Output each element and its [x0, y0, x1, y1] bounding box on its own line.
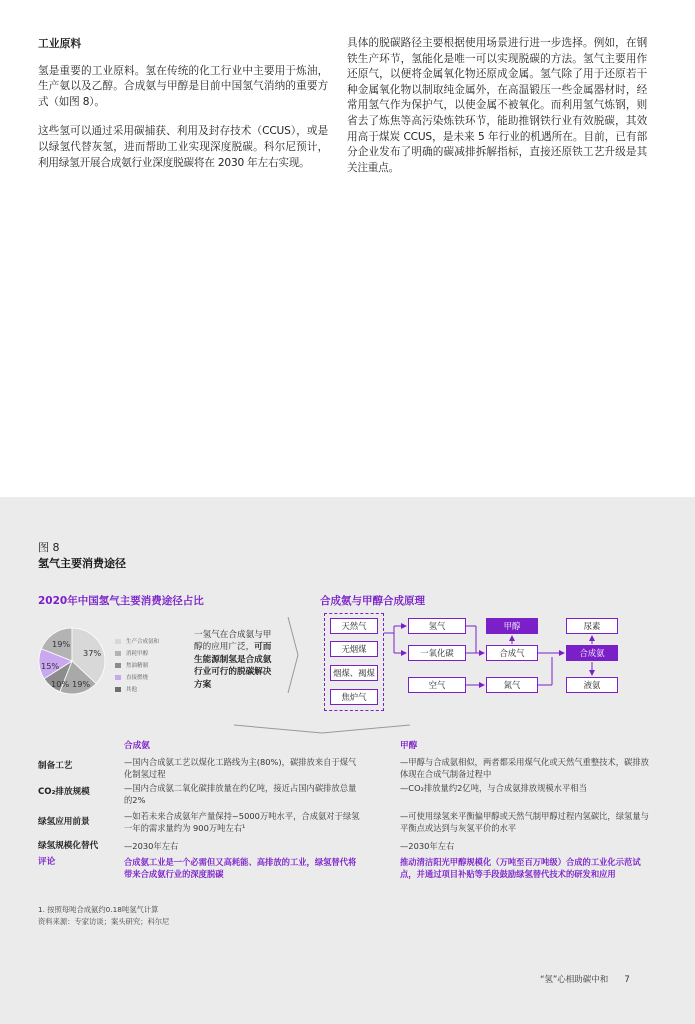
urea-box: 尿素 — [566, 618, 618, 634]
co-box: 一氧化碳 — [408, 645, 466, 661]
column-header: 甲醇 — [400, 741, 418, 751]
liquid-ammonia-box: 液氨 — [566, 677, 618, 693]
source-box: 烟煤、褐煤 — [330, 665, 378, 681]
footer-title: “氢”心相助碳中和 — [540, 975, 609, 985]
desc-bold: 可而生能源制氢是合成氨行业可行的脱碳解决方案 — [194, 642, 272, 690]
bracket-divider-icon — [232, 723, 412, 735]
table-cell: —2030年左右 — [400, 841, 455, 851]
legend-item: 生产合成氨和 — [115, 635, 159, 647]
figure-title: 氢气主要消费途径 — [38, 557, 126, 570]
source-box: 焦炉气 — [330, 689, 378, 705]
pie-label: 15% — [41, 661, 60, 671]
pie-description — [194, 629, 276, 691]
diagram-subtitle: 合成氨与甲醇合成原理 — [320, 595, 425, 607]
paragraph: 氢是重要的工业原料。氢在传统的化工行业中主要用于炼油，生产氨以及乙醇。合成氨与甲醇是目前中国氢气消纳的重要方式（如图 8）。 — [38, 64, 328, 108]
source-box: 无烟煤 — [330, 641, 378, 657]
page-footer — [540, 973, 630, 985]
paragraph: 具体的脱碳路径主要根据使用场景进行进一步选择。例如，在钢铁生产环节，氢能化是唯一可以实现脱碳的方法。氢气主要用作还原气，以便将金属氧化物还原成金属。氢气除了用于还原若干种金属氧化物以制取纯金属外，在高温锻压一些金属器材时，经常用氢气作为保护气，以使金属不被氧化。而利用氢气炼钢，则省去了炼焦等高污染炼铁环节，能助推钢铁行业有效脱碳，其效用高于煤炭 CCUS，是未来 5 年行业的机遇所在。目前，已有部分企业发布了明确的碳减排拆解指标，直接还原铁工艺升级是其关注重点。 — [347, 37, 647, 174]
pie-label: 37% — [83, 648, 102, 658]
table-cell: —可使用绿氢来平衡偏甲醇或天然气制甲醇过程内氢碳比，绿氢量与平衡点或达到与灰氢平价的水平 — [400, 811, 649, 833]
hydrogen-box: 氢气 — [408, 618, 466, 634]
pie-subtitle: 2020年中国氢气主要消费途径占比 — [38, 595, 204, 607]
diagram-arrows — [290, 613, 670, 713]
figure-label: 图 8 — [38, 541, 60, 554]
table-cell: —2030年左右 — [124, 841, 179, 851]
syngas-box: 合成气 — [486, 645, 538, 661]
row-label: 评论 — [38, 857, 56, 867]
pie-label: 19% — [52, 639, 71, 649]
pie-legend — [115, 635, 159, 695]
row-label: 制备工艺 — [38, 761, 73, 771]
column-header: 合成氨 — [124, 741, 150, 751]
table-cell: —如若未来合成氨年产量保持~5000万吨水平，合成氨对于绿氢一年的需求量约为 900万吨左右¹ — [124, 811, 360, 833]
page-number: 7 — [624, 975, 630, 985]
synthesis-diagram — [290, 613, 670, 713]
table-cell: —国内合成氨工艺以煤化工路线为主(80%)，碳排放来自于煤气化制氢过程 — [124, 757, 357, 779]
ammonia-box: 合成氨 — [566, 645, 618, 661]
row-label: CO₂排放规模 — [38, 787, 90, 797]
nitrogen-box: 氮气 — [486, 677, 538, 693]
pie-label: 19% — [72, 679, 91, 689]
paragraph: 这些氢可以通过采用碳捕获、利用及封存技术（CCUS），或是以绿氢代替灰氢，进而帮助工业实现深度脱碳。科尔尼预计，利用绿氢开展合成氨行业深度脱碳将在 2030 年左右实现。 — [38, 125, 328, 169]
legend-item: 消耗甲醇 — [115, 647, 159, 659]
air-box: 空气 — [408, 677, 466, 693]
row-label: 绿氢应用前景 — [38, 817, 90, 827]
right-column — [347, 36, 647, 190]
text-section — [0, 0, 695, 497]
row-label: 绿氢规模化替代 — [38, 841, 99, 851]
source-note: 资料来源：专家访谈；案头研究；科尔尼 — [38, 917, 170, 926]
legend-item: 焦油精制 — [115, 659, 159, 671]
pie-label: 10% — [51, 679, 70, 689]
source-box: 天然气 — [330, 618, 378, 634]
table-cell: 合成氨工业是一个必需但又高耗能、高排放的工业，绿氢替代将带来合成氨行业的深度脱碳 — [124, 857, 357, 879]
left-column — [38, 36, 328, 185]
methanol-box: 甲醇 — [486, 618, 538, 634]
footnote: 1. 按照每吨合成氨约0.18吨氢气计算 — [38, 905, 159, 914]
table-cell: —甲醇与合成氨相似，两者都采用煤气化或天然气重整技术，碳排放体现在合成气制备过程中 — [400, 757, 649, 779]
section-title: 工业原料 — [38, 37, 82, 50]
legend-item: 其他 — [115, 683, 159, 695]
figure-panel — [0, 497, 695, 1024]
table-cell: —CO₂排放量约2亿吨，与合成氨排放规模水平相当 — [400, 783, 587, 793]
desc-text: 一氢气在合成氨与甲醇的应用广泛， — [194, 630, 272, 653]
legend-item: 直接燃烧 — [115, 671, 159, 683]
table-cell: —国内合成氨二氧化碳排放量在约亿吨，接近占国内碳排放总量的2% — [124, 783, 357, 805]
table-cell: 推动清洁阳光甲醇规模化（万吨至百万吨级）合成的工业化示范试点，并通过项目补贴等手段鼓励绿氢替代技术的研发和应用 — [400, 857, 641, 879]
